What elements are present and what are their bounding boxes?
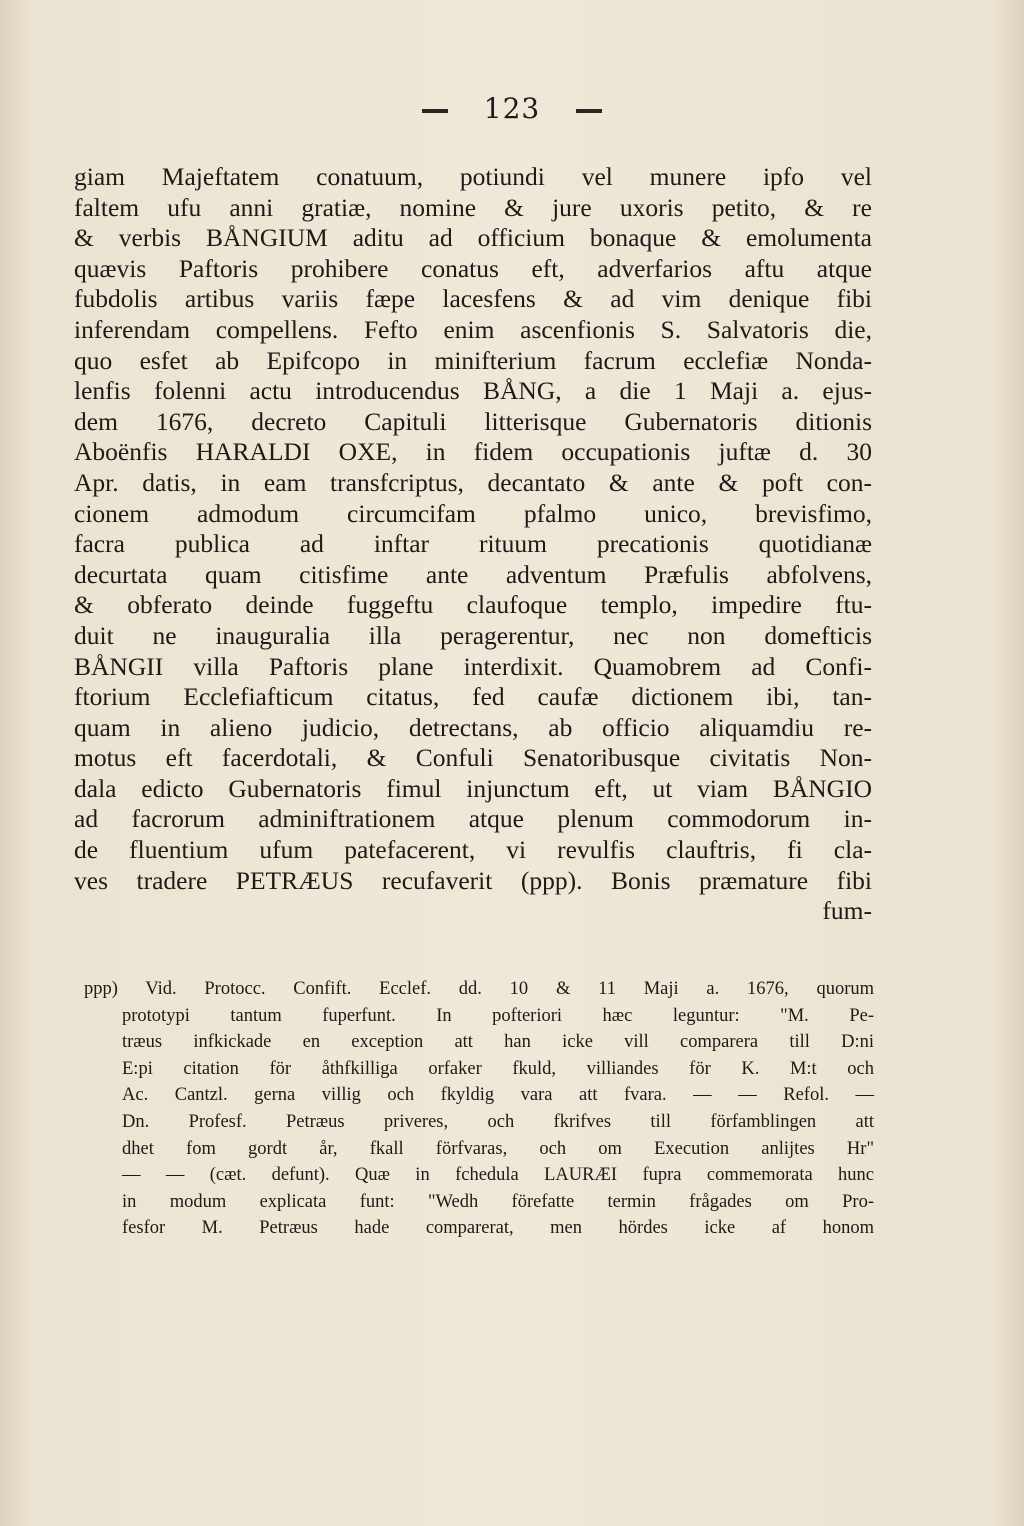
text-line: Apr. datis, in eam transfcriptus, decantato & ante & poft con-	[74, 467, 872, 497]
text-line: faltem ufu anni gratiæ, nomine & jure uxoris petito, & re	[74, 192, 872, 222]
text-line: dem 1676, decreto Capituli litterisque Gubernatoris ditionis	[74, 406, 872, 436]
text-line: ves tradere PETRÆUS recufaverit (ppp). Bonis præmature fibi	[74, 865, 872, 895]
text-line: fubdolis artibus variis fæpe lacesfens & ad vim denique fibi	[74, 284, 872, 314]
header-dash-left	[422, 109, 448, 113]
text-line: & obferato deinde fuggeftu claufoque templo, impedire ftu-	[74, 590, 872, 620]
footnote-line: E:pi citation för åthfkilliga orfaker fkuld, villiandes för K. M:t och	[122, 1058, 874, 1079]
text-line: Aboënfis HARALDI OXE, in fidem occupationis juftæ d. 30	[74, 437, 872, 467]
text-line: giam Majeftatem conatuum, potiundi vel munere ipfo vel	[74, 162, 872, 191]
page-header	[0, 92, 1024, 125]
catchword: fum-	[822, 896, 872, 926]
page-number: 123	[483, 92, 541, 125]
main-text	[74, 162, 872, 927]
footnote-line: — — (cæt. defunt). Quæ in fchedula LAURÆI fupra commemorata hunc	[122, 1165, 874, 1186]
text-line: inferendam compellens. Fefto enim ascenfionis S. Salvatoris die,	[74, 314, 872, 344]
footnote-line: in modum explicata funt: "Wedh förefatte termin frågades om Pro-	[122, 1191, 874, 1212]
footnote-line: Dn. Profesf. Petræus priveres, och fkrifves till förfamblingen att	[122, 1111, 874, 1132]
text-line: ad facrorum adminiftrationem atque plenum commodorum in-	[74, 804, 872, 834]
text-line: facra publica ad inftar rituum precationis quotidianæ	[74, 529, 872, 559]
text-line: BÅNGII villa Paftoris plane interdixit. Quamobrem ad Confi-	[74, 651, 872, 681]
text-line: quævis Paftoris prohibere conatus eft, adverfarios aftu atque	[74, 253, 872, 283]
text-line: ftorium Ecclefiafticum citatus, fed caufæ dictionem ibi, tan-	[74, 682, 872, 712]
text-line: & verbis BÅNGIUM aditu ad officium bonaque & emolumenta	[74, 223, 872, 253]
footnotes	[84, 976, 874, 1242]
footnote-line: prototypi tantum fuperfunt. In pofteriori hæc leguntur: "M. Pe-	[122, 1005, 874, 1026]
text-line: quo esfet ab Epifcopo in minifterium facrum ecclefiæ Nonda-	[74, 345, 872, 375]
text-line: decurtata quam citisfime ante adventum Præfulis abfolvens,	[74, 559, 872, 589]
header-dash-right	[576, 109, 602, 113]
text-line: duit ne inauguralia illa peragerentur, nec non domefticis	[74, 620, 872, 650]
text-line: lenfis folenni actu introducendus BÅNG, a die 1 Maji a. ejus-	[74, 376, 872, 406]
text-line: de fluentium ufum patefacerent, vi revulfis clauftris, fi cla-	[74, 835, 872, 865]
text-line: quam in alieno judicio, detrectans, ab officio aliquamdiu re-	[74, 712, 872, 742]
text-line: cionem admodum circumcifam pfalmo unico, brevisfimo,	[74, 498, 872, 528]
footnote-line: Ac. Cantzl. gerna villig och fkyldig vara att fvara. — — Refol. —	[122, 1085, 874, 1106]
footnote-line: fesfor M. Petræus hade comparerat, men hördes icke af honom	[122, 1218, 874, 1239]
footnote-line: dhet fom gordt år, fkall förfvaras, och om Execution anlijtes Hr"	[122, 1138, 874, 1159]
text-line: motus eft facerdotali, & Confuli Senatoribusque civitatis Non-	[74, 743, 872, 773]
footnote-line: ppp) Vid. Protocc. Confift. Ecclef. dd. 10 & 11 Maji a. 1676, quorum	[84, 979, 874, 999]
footnote-line: træus infkickade en exception att han icke vill comparera till D:ni	[122, 1032, 874, 1053]
text-line: dala edicto Gubernatoris fimul injunctum eft, ut viam BÅNGIO	[74, 773, 872, 803]
